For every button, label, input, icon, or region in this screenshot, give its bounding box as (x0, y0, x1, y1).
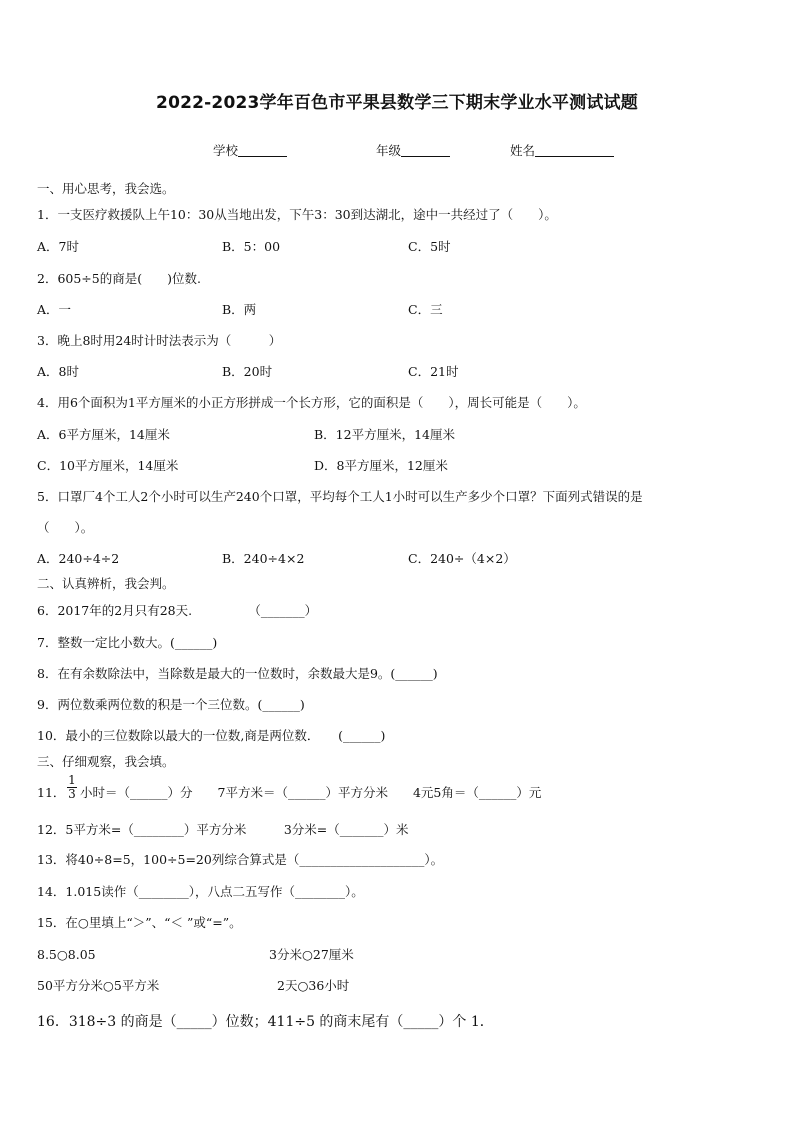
q4-option-a: A．6平方厘米，14厘米 (37, 427, 170, 442)
question-15: 15．在○里填上“＞”、“＜ ”或“=”。 (37, 915, 242, 930)
q4-option-c: C．10平方厘米，14厘米 (37, 458, 179, 473)
q1-option-c: C．5时 (408, 239, 451, 254)
grade-label: 年级 (376, 143, 402, 158)
q2-option-b: B．两 (222, 302, 257, 317)
q3-option-c: C．21时 (408, 364, 459, 379)
section-1-heading: 一、用心思考，我会选。 (37, 181, 175, 196)
name-label: 姓名 (510, 143, 536, 158)
question-11-number: 11． (37, 785, 66, 800)
q2-option-c: C．三 (408, 302, 443, 317)
school-blank[interactable] (238, 143, 287, 157)
question-8: 8．在有余数除法中，当除数是最大的一位数时，余数最大是9。(______) (37, 666, 438, 681)
fraction-numerator: 1 (68, 773, 76, 787)
question-11: 小时＝（______）分 7平方米＝（______）平方分米 4元5角＝（______）元 (80, 785, 542, 800)
q15-item-a: 8.5○8.05 (37, 947, 96, 962)
page-title: 2022-2023学年百色市平果县数学三下期末学业水平测试试题 (156, 93, 638, 113)
question-3: 3．晚上8时用24时计时法表示为（ ） (37, 333, 282, 348)
name-field (510, 141, 614, 159)
name-blank[interactable] (535, 143, 614, 157)
q2-option-a: A．一 (37, 302, 72, 317)
q5-option-c: C．240÷（4×2） (408, 551, 516, 566)
question-16: 16．318÷3 的商是（_____）位数；411÷5 的商末尾有（_____）个 1． (37, 1014, 494, 1030)
question-14: 14．1.015读作（________），八点二五写作（________）。 (37, 884, 364, 899)
q5-option-b: B．240÷4×2 (222, 551, 305, 566)
question-12: 12．5平方米=（________）平方分米 3分米=（_______）米 (37, 822, 409, 837)
q15-item-b: 3分米○27厘米 (269, 947, 354, 962)
question-13: 13．将40÷8=5，100÷5=20列综合算式是（____________________）。 (37, 852, 444, 867)
question-5-continued: （ ）。 (37, 520, 94, 535)
question-1: 1．一支医疗救援队上午10：30从当地出发，下午3：30到达湖北，途中一共经过了（ ）。 (37, 207, 557, 222)
q5-option-a: A．240÷4÷2 (37, 551, 120, 566)
grade-blank[interactable] (401, 143, 450, 157)
fraction-denominator: 3 (68, 787, 76, 801)
school-label: 学校 (213, 143, 239, 158)
question-4: 4．用6个面积为1平方厘米的小正方形拼成一个长方形，它的面积是（ ），周长可能是（ ）。 (37, 395, 586, 410)
question-9: 9．两位数乘两位数的积是一个三位数。(______) (37, 697, 305, 712)
question-7: 7．整数一定比小数大。(______) (37, 635, 218, 650)
section-2-heading: 二、认真辨析，我会判。 (37, 576, 175, 591)
q4-option-d: D．8平方厘米，12厘米 (314, 458, 448, 473)
q3-option-b: B．20时 (222, 364, 273, 379)
question-10: 10．最小的三位数除以最大的一位数,商是两位数． (______) (37, 728, 386, 743)
q15-item-c: 50平方分米○5平方米 (37, 978, 160, 993)
grade-field (376, 141, 450, 159)
section-3-heading: 三、仔细观察，我会填。 (37, 754, 175, 769)
q1-option-b: B．5：00 (222, 239, 281, 254)
q1-option-a: A．7时 (37, 239, 79, 254)
q4-option-b: B．12平方厘米，14厘米 (314, 427, 455, 442)
q15-item-d: 2天○36小时 (277, 978, 350, 993)
question-6: 6．2017年的2月只有28天. （_______） (37, 603, 318, 618)
question-2: 2．605÷5的商是( )位数. (37, 271, 201, 286)
q3-option-a: A．8时 (37, 364, 79, 379)
school-field (213, 141, 287, 159)
one-third-fraction (67, 774, 77, 801)
question-5: 5．口罩厂4个工人2个小时可以生产240个口罩，平均每个工人1小时可以生产多少个口罩？下面列式错误的是 (37, 489, 643, 504)
